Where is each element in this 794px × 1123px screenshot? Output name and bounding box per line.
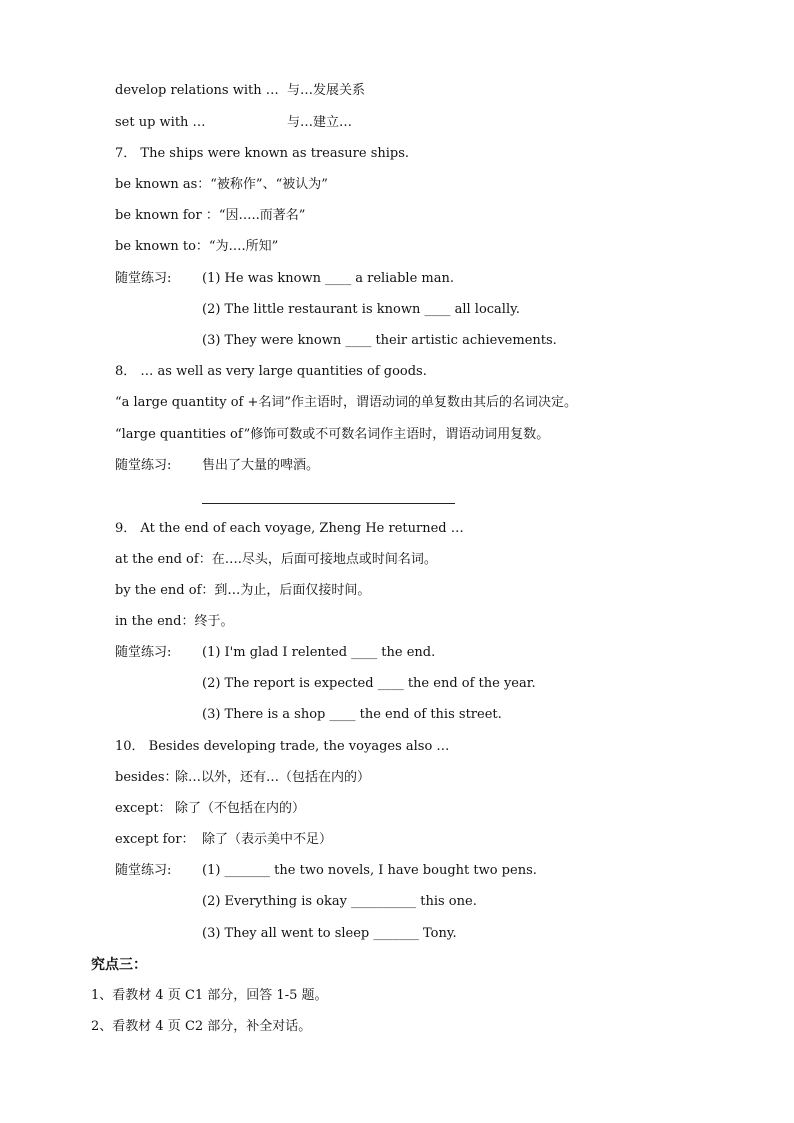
exercise-line: (2) The report is expected ____ the end of the year. [202, 676, 536, 691]
item10-meaning: 除了（不包括在内的） [175, 801, 306, 816]
item7-note: be known for ：“因…..而著名” [115, 208, 306, 223]
exercise-line: 售出了大量的啤酒。 [202, 458, 320, 473]
exercise-line: (1) _______ the two novels, I have bought two pens. [202, 863, 537, 878]
task-line: 2、看教材 4 页 C2 部分，补全对话。 [91, 1019, 312, 1034]
answer-blank-line [202, 503, 455, 504]
practice-label: 随堂练习: [115, 645, 172, 660]
item9-note: by the end of：到…为止，后面仅接时间。 [115, 583, 371, 598]
item10-meaning: 除…以外，还有…（包括在内的） [175, 770, 371, 785]
exercise-line: (1) He was known ____ a reliable man. [202, 271, 454, 286]
item8-heading: 8． … as well as very large quantities of goods. [115, 364, 427, 379]
section-title: 究点三： [91, 957, 147, 973]
exercise-line: (3) There is a shop ____ the end of this street. [202, 707, 502, 722]
item8-note: “a large quantity of +名词”作主语时，谓语动词的单复数由其后的名词决定。 [115, 395, 578, 410]
item7-heading: 7． The ships were known as treasure ships. [115, 146, 410, 161]
phrase-en: set up with … [115, 115, 206, 130]
exercise-line: (2) The little restaurant is known ____ all locally. [202, 302, 520, 317]
item7-note: be known to：“为….所知” [115, 239, 279, 254]
phrase-zh: 与…发展关系 [287, 83, 366, 98]
practice-label: 随堂练习: [115, 863, 172, 878]
task-line: 1、看教材 4 页 C1 部分，回答 1-5 题。 [91, 988, 328, 1003]
item10-term: except： [115, 801, 172, 816]
exercise-line: (1) I'm glad I relented ____ the end. [202, 645, 436, 660]
item9-heading: 9． At the end of each voyage, Zheng He returned … [115, 521, 464, 536]
exercise-line: (3) They were known ____ their artistic achievements. [202, 333, 557, 348]
item10-term: except for： [115, 832, 195, 847]
practice-label: 随堂练习: [115, 458, 172, 473]
practice-label: 随堂练习: [115, 271, 172, 286]
item7-note: be known as：“被称作”、“被认为” [115, 177, 328, 192]
phrase-en: develop relations with … [115, 83, 279, 98]
item10-meaning: 除了（表示美中不足） [202, 832, 333, 847]
item10-term: besides： [115, 770, 178, 785]
item9-note: at the end of：在….尽头，后面可接地点或时间名词。 [115, 552, 437, 567]
exercise-line: (2) Everything is okay __________ this one. [202, 894, 477, 909]
item8-note: “large quantities of”修饰可数或不可数名词作主语时，谓语动词用复数。 [115, 427, 550, 442]
phrase-zh: 与…建立… [287, 115, 353, 130]
exercise-line: (3) They all went to sleep _______ Tony. [202, 926, 457, 941]
item10-heading: 10． Besides developing trade, the voyages also … [115, 739, 450, 754]
item9-note: in the end：终于。 [115, 614, 234, 629]
